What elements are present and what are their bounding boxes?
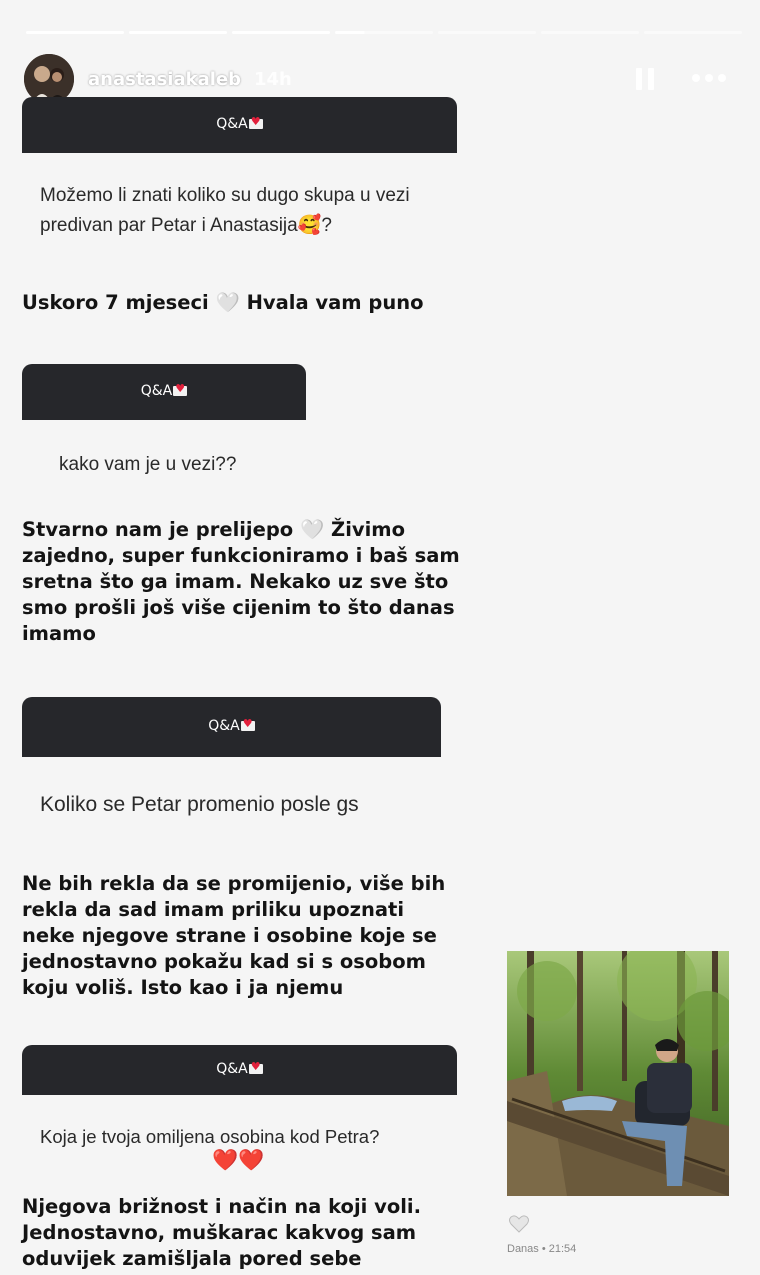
qa-card-header — [22, 697, 441, 757]
username[interactable]: anastasiakaleb — [88, 69, 241, 90]
progress-segment — [644, 31, 742, 34]
question-text: Koliko se Petar promenio posle gs — [40, 793, 359, 816]
progress-segment — [232, 31, 330, 34]
answer-text: Njegova brižnost i način na koji voli. Jednostavno, muškarac kakvog sam oduvijek zamišljala pored sebe — [22, 1195, 421, 1270]
progress-segment — [129, 31, 227, 34]
love-letter-icon — [249, 119, 263, 129]
qa-card-header — [22, 1045, 457, 1095]
qa-title: Q&A — [208, 718, 240, 734]
more-options-icon[interactable] — [692, 74, 726, 82]
qa-title: Q&A — [216, 116, 248, 132]
love-letter-icon — [173, 386, 187, 396]
question-text: kako vam je u vezi?? — [59, 454, 237, 475]
question-emoji: ❤️❤️ — [212, 1148, 265, 1172]
question-text: Možemo li znati koliko su dugo skupa u vezi predivan par Petar i Anastasija🥰? — [40, 185, 410, 236]
progress-segment — [26, 31, 124, 34]
progress-segment — [438, 31, 536, 34]
qa-title: Q&A — [140, 383, 173, 399]
qa-title: Q&A — [216, 1061, 248, 1077]
answer-text: Uskoro 7 mjeseci 🤍 Hvala vam puno — [22, 291, 424, 314]
pause-icon[interactable] — [636, 68, 654, 90]
answer-text: Stvarno nam je prelijepo 🤍 Živimo zajedno, super funkcioniramo i baš sam sretna što ga imam. Nekako uz sve što smo prošli još više cijenim to što danas imamo — [22, 518, 460, 645]
post-timestamp: Danas • 21:54 — [507, 1243, 577, 1255]
question-text: Koja je tvoja omiljena osobina kod Petra? — [40, 1126, 380, 1147]
heart-outline-icon[interactable] — [508, 1214, 530, 1234]
love-letter-icon — [249, 1064, 263, 1074]
qa-card-header — [22, 364, 306, 420]
progress-segment — [541, 31, 639, 34]
couple-photo[interactable] — [507, 951, 729, 1196]
post-time: 14h — [254, 69, 292, 90]
story-progress-bar — [26, 31, 742, 34]
progress-segment-current — [335, 31, 433, 34]
answer-text: Ne bih rekla da se promijenio, više bih rekla da sad imam priliku upoznati neke njegove strane i osobine koje se jednostavno pokažu kad si s osobom koju voliš. Isto kao i ja njemu — [22, 872, 446, 999]
love-letter-icon — [241, 721, 255, 731]
qa-card-header — [22, 97, 457, 153]
